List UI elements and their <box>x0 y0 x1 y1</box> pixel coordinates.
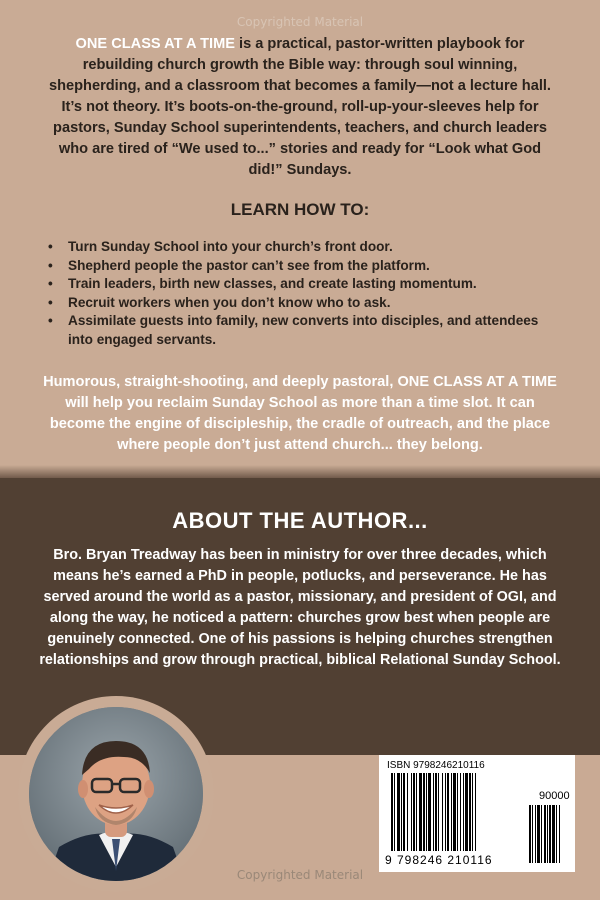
barcode-bar <box>411 773 412 851</box>
barcode-bar <box>416 773 417 851</box>
barcode-bar <box>413 773 415 851</box>
barcode-bar <box>401 773 402 851</box>
barcode-bar <box>442 773 443 851</box>
price-bar <box>559 805 560 863</box>
barcode-bar <box>465 773 468 851</box>
price-bar <box>532 805 533 863</box>
barcode-bar <box>438 773 439 851</box>
learn-heading: LEARN HOW TO: <box>230 200 370 219</box>
barcode-bar <box>394 773 395 851</box>
list-item: • Recruit workers when you don’t know who to ask. <box>48 294 563 313</box>
isbn-digits: 9 798246 210116 <box>385 853 493 867</box>
band-shadow <box>0 465 600 479</box>
price-bar <box>541 805 542 863</box>
barcode-bar <box>460 773 461 851</box>
watermark-top: Copyrighted Material <box>236 15 364 29</box>
barcode-bar <box>463 773 464 851</box>
list-item: • Train leaders, birth new classes, and create lasting momentum. <box>48 275 563 294</box>
barcode-bar <box>445 773 446 851</box>
book-title-highlight: ONE CLASS AT A TIME <box>75 36 235 52</box>
list-item: • Turn Sunday School into your church’s front door. <box>48 238 563 257</box>
price-bar <box>547 805 548 863</box>
price-bar <box>537 805 540 863</box>
watermark-bottom: Copyrighted Material <box>236 868 364 882</box>
barcode-bar <box>472 773 473 851</box>
intro-text: is a practical, pastor-written playbook for rebuilding church growth the Bible way: through soul winning, shepherding, and a classroom that becomes a family—not a lecture hall. It’s not theory. It’s boots-on-the-ground, roll-up-your-sleeves help for pastors, Sunday School superintendents, teachers, and church leaders who are tired of “We used to...” stories and ready for “Look what God did!” Sundays. <box>48 36 551 178</box>
barcode-bar <box>391 773 393 851</box>
closing-text: will help you reclaim Sunday School as more than a time slot. It can become the engine of discipleship, the cradle of outreach, and the place where people don’t just attend church... they belong. <box>49 395 551 453</box>
price-code: 90000 <box>539 790 570 802</box>
author-bio: Bro. Bryan Treadway has been in ministry for over three decades, which means he’s earned a PhD in people, potlucks, and perseverance. He has served around the world as a pastor, missionary, and president of OGI, and along the way, he noticed a pattern: churches grow best when people are genuinely connected. One of his passions is helping churches strengthen relationships and grow through practical, biblical Relational Sunday School. <box>39 547 561 668</box>
author-portrait-illustration <box>29 707 203 881</box>
learn-list <box>48 238 563 349</box>
list-item: • Assimilate guests into family, new converts into disciples, and attendees into engaged servants. <box>48 312 563 349</box>
barcode-bar <box>419 773 422 851</box>
barcode-bar <box>453 773 456 851</box>
closing-title: ONE CLASS AT A TIME <box>397 374 557 390</box>
isbn-barcode <box>379 755 575 872</box>
barcode-bar <box>447 773 449 851</box>
price-bar <box>544 805 546 863</box>
about-heading: ABOUT THE AUTHOR... <box>172 508 428 533</box>
barcode-bar <box>469 773 471 851</box>
list-item: • Shepherd people the pastor can’t see from the platform. <box>48 257 563 276</box>
price-bar <box>552 805 555 863</box>
barcode-bar <box>435 773 437 851</box>
barcode-bar <box>457 773 458 851</box>
barcode-bar <box>407 773 408 851</box>
price-bar <box>529 805 531 863</box>
barcode-bar <box>428 773 431 851</box>
barcode-bar <box>433 773 434 851</box>
barcode-bar <box>451 773 452 851</box>
price-bar <box>556 805 557 863</box>
barcode-bar <box>426 773 427 851</box>
closing-lead: Humorous, straight-shooting, and deeply pastoral, <box>43 374 398 390</box>
closing-paragraph <box>38 372 562 456</box>
barcode-bar <box>403 773 405 851</box>
author-photo <box>29 707 203 881</box>
intro-blurb <box>40 34 560 181</box>
price-bar <box>535 805 536 863</box>
price-bar <box>549 805 551 863</box>
isbn-label: ISBN 9798246210116 <box>387 760 485 771</box>
barcode-bar <box>423 773 425 851</box>
barcode-bar <box>397 773 400 851</box>
barcode-bar <box>475 773 476 851</box>
